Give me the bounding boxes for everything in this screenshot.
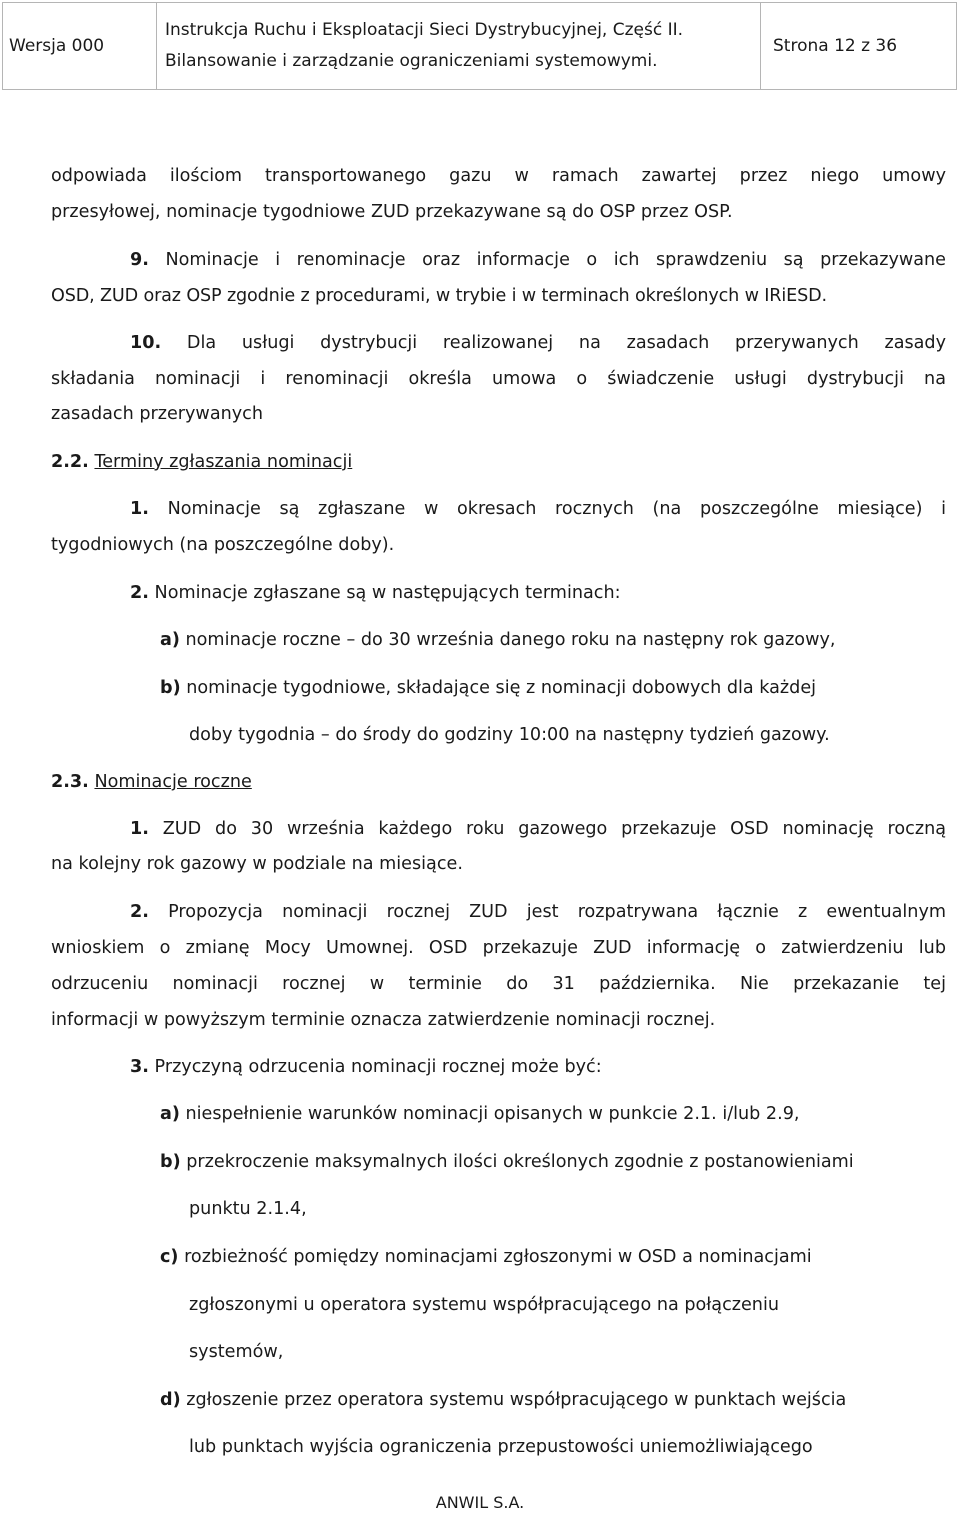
paragraph-line: wnioskiem o zmianę Mocy Umownej. OSD przekazuje ZUD informację o zatwierdzeniu lub (51, 938, 946, 958)
list-label: a) (160, 630, 180, 650)
paragraph-text: Nominacje są zgłaszane w okresach rocznych (na poszczególne miesiące) i (167, 499, 946, 519)
paragraph-line (51, 332, 946, 354)
list-item (160, 629, 835, 651)
list-label: b) (160, 1152, 181, 1172)
paragraph-text: ZUD do 30 września każdego roku gazowego przekazuje OSD nominację roczną (162, 819, 947, 839)
paragraph-line (51, 901, 946, 923)
list-label: d) (160, 1390, 181, 1410)
section-heading (51, 771, 252, 793)
list-item-continuation: zgłoszonymi u operatora systemu współpracującego na połączeniu (189, 1295, 779, 1315)
paragraph-line (130, 582, 621, 604)
item-number: 10. (130, 333, 162, 353)
page-header (2, 2, 957, 90)
list-item-continuation: systemów, (189, 1342, 284, 1362)
item-number: 3. (130, 1057, 149, 1077)
item-number: 2. (130, 583, 149, 603)
list-item (160, 1151, 854, 1173)
list-item (160, 1389, 846, 1411)
item-number: 1. (130, 499, 149, 519)
paragraph-line: zasadach przerywanych (51, 404, 263, 424)
section-title: Terminy zgłaszania nominacji (94, 452, 353, 472)
item-number: 1. (130, 819, 149, 839)
paragraph-line: OSD, ZUD oraz OSP zgodnie z procedurami, w trybie i w terminach określonych w IRiESD. (51, 286, 827, 306)
paragraph-text: Nominacje zgłaszane są w następujących terminach: (154, 583, 621, 603)
paragraph-line: przesyłowej, nominacje tygodniowe ZUD przekazywane są do OSP przez OSP. (51, 202, 733, 222)
section-number: 2.3. (51, 772, 89, 792)
document-title-line2: Bilansowanie i zarządzanie ograniczeniami systemowymi. (165, 51, 658, 71)
list-text: rozbieżność pomiędzy nominacjami zgłoszonymi w OSD a nominacjami (184, 1247, 812, 1267)
page-footer: ANWIL S.A. (435, 1493, 525, 1512)
paragraph-line: na kolejny rok gazowy w podziale na miesiące. (51, 854, 463, 874)
section-number: 2.2. (51, 452, 89, 472)
list-label: b) (160, 678, 181, 698)
list-label: c) (160, 1247, 179, 1267)
document-title-line1: Instrukcja Ruchu i Eksploatacji Sieci Dystrybucyjnej, Część II. (165, 20, 684, 40)
section-title: Nominacje roczne (94, 772, 252, 792)
paragraph-line: odpowiada ilościom transportowanego gazu w ramach zawartej przez niego umowy (51, 166, 946, 186)
paragraph-line (130, 1056, 602, 1078)
list-item (160, 677, 816, 699)
list-item (160, 1103, 800, 1125)
paragraph-text: Przyczyną odrzucenia nominacji rocznej może być: (154, 1057, 602, 1077)
section-heading (51, 451, 352, 473)
paragraph-line: odrzuceniu nominacji rocznej w terminie do 31 października. Nie przekazanie tej (51, 974, 946, 994)
list-item (160, 1246, 812, 1268)
paragraph-line: informacji w powyższym terminie oznacza zatwierdzenie nominacji rocznej. (51, 1010, 716, 1030)
paragraph-line: składania nominacji i renominacji określa umowa o świadczenie usługi dystrybucji na (51, 369, 946, 389)
paragraph-line (51, 818, 946, 840)
list-item-continuation: lub punktach wyjścia ograniczenia przepustowości uniemożliwiającego (189, 1437, 813, 1457)
paragraph-line (51, 498, 946, 520)
version-label: Wersja 000 (3, 3, 157, 89)
list-text: niespełnienie warunków nominacji opisanych w punkcie 2.1. i/lub 2.9, (185, 1104, 800, 1124)
list-item-continuation: punktu 2.1.4, (189, 1199, 307, 1219)
paragraph-text: Propozycja nominacji rocznej ZUD jest rozpatrywana łącznie z ewentualnym (168, 902, 947, 922)
list-label: a) (160, 1104, 180, 1124)
list-text: zgłoszenie przez operatora systemu współpracującego w punktach wejścia (186, 1390, 847, 1410)
page-number: Strona 12 z 36 (773, 36, 898, 56)
paragraph-line: tygodniowych (na poszczególne doby). (51, 535, 395, 555)
item-number: 9. (130, 250, 149, 270)
paragraph-line (51, 249, 946, 271)
list-text: nominacje tygodniowe, składające się z nominacji dobowych dla każdej (186, 678, 817, 698)
item-number: 2. (130, 902, 149, 922)
list-item-continuation: doby tygodnia – do środy do godziny 10:00 na następny tydzień gazowy. (189, 725, 830, 745)
list-text: przekroczenie maksymalnych ilości określonych zgodnie z postanowieniami (186, 1152, 854, 1172)
list-text: nominacje roczne – do 30 września danego roku na następny rok gazowy, (185, 630, 836, 650)
paragraph-text: Dla usługi dystrybucji realizowanej na zasadach przerywanych zasady (186, 333, 947, 353)
paragraph-text: Nominacje i renominacje oraz informacje o ich sprawdzeniu są przekazywane (165, 250, 947, 270)
document-title (157, 3, 761, 89)
